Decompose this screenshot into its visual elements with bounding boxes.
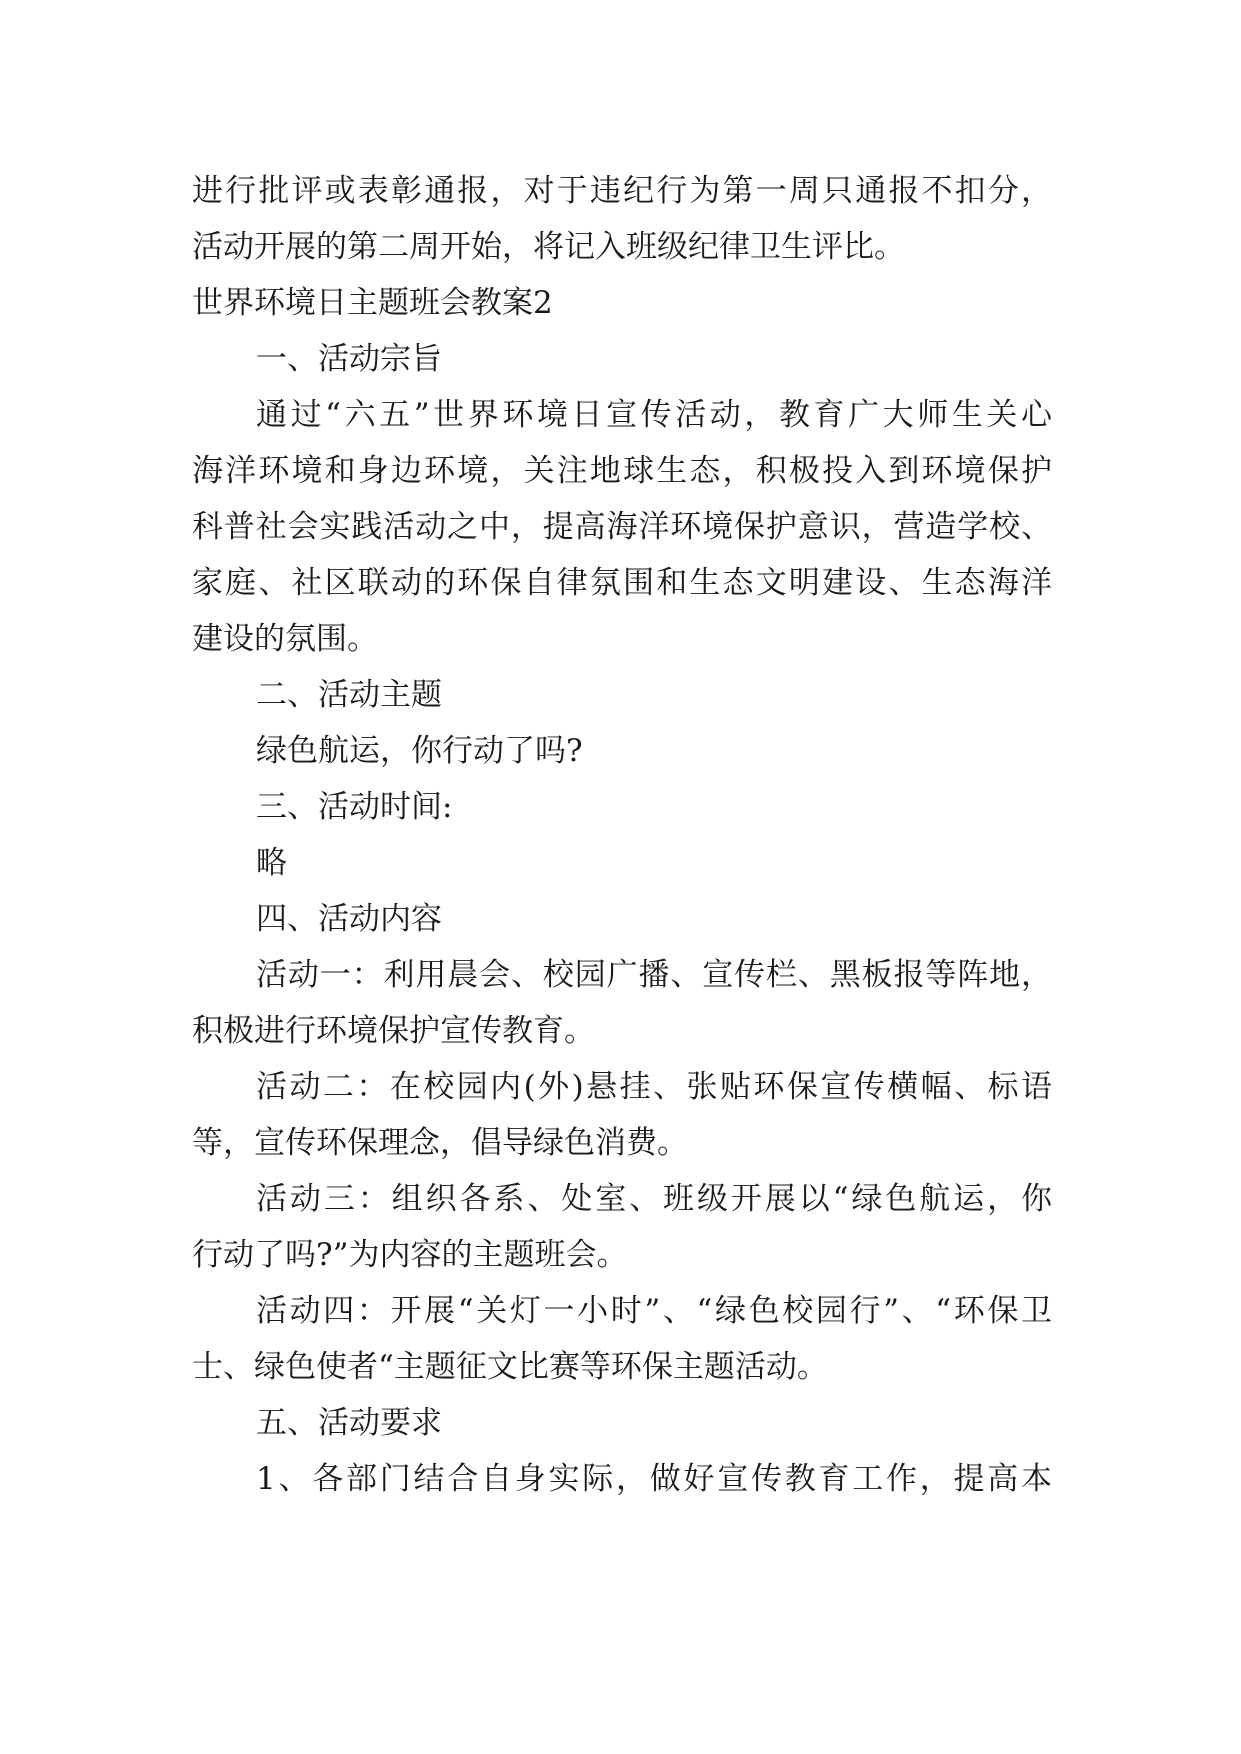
heading-theme: 二、活动主题 (256, 677, 442, 713)
heading-content: 四、活动内容 (256, 901, 442, 937)
paragraph-line: 绿色航运，你行动了吗? (256, 733, 583, 769)
paragraph-line: 通过“六五”世界环境日宣传活动，教育广大师生关心 (256, 397, 1052, 433)
paragraph-line: 活动三：组织各系、处室、班级开展以“绿色航运，你 (256, 1181, 1052, 1217)
paragraph-line: 等，宣传环保理念，倡导绿色消费。 (192, 1125, 688, 1161)
paragraph-line: 海洋环境和身边环境，关注地球生态，积极投入到环境保护 (192, 453, 1052, 489)
paragraph-line: 活动开展的第二周开始，将记入班级纪律卫生评比。 (192, 229, 905, 265)
paragraph-line: 1、各部门结合自身实际，做好宣传教育工作，提高本 (256, 1461, 1052, 1497)
paragraph-line: 科普社会实践活动之中，提高海洋环境保护意识，营造学校、 (192, 509, 1052, 545)
paragraph-line: 进行批评或表彰通报，对于违纪行为第一周只通报不扣分， (192, 173, 1052, 209)
paragraph-line: 士、绿色使者“主题征文比赛等环保主题活动。 (192, 1349, 828, 1385)
paragraph-line: 活动一：利用晨会、校园广播、宣传栏、黑板报等阵地， (256, 957, 1052, 993)
paragraph-line: 略 (256, 845, 287, 881)
paragraph-line: 积极进行环境保护宣传教育。 (192, 1013, 595, 1049)
paragraph-line: 活动二：在校园内(外)悬挂、张贴环保宣传横幅、标语 (256, 1069, 1052, 1105)
paragraph-line: 建设的氛围。 (192, 621, 378, 657)
paragraph-line: 行动了吗?”为内容的主题班会。 (192, 1237, 628, 1273)
paragraph-line: 活动四：开展“关灯一小时”、“绿色校园行”、“环保卫 (256, 1293, 1052, 1329)
paragraph-line: 家庭、社区联动的环保自律氛围和生态文明建设、生态海洋 (192, 565, 1052, 601)
heading-purpose: 一、活动宗旨 (256, 341, 442, 377)
heading-time: 三、活动时间: (256, 789, 453, 825)
section-title: 世界环境日主题班会教案2 (192, 285, 553, 321)
heading-requirements: 五、活动要求 (256, 1405, 442, 1441)
